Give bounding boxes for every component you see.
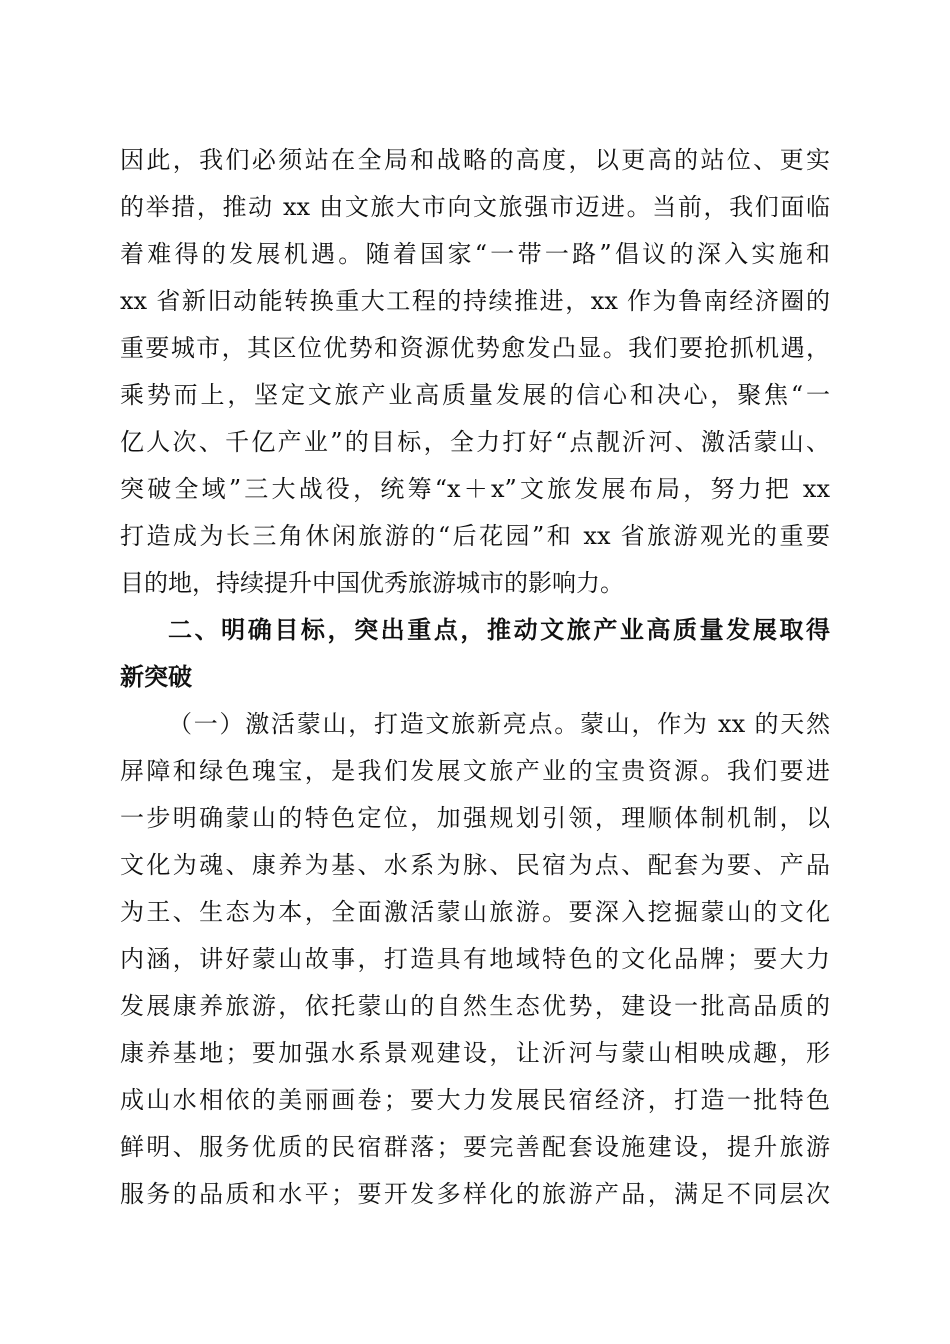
- paragraph-line: 打造成为长三角休闲旅游的“后花园”和 xx 省旅游观光的重要: [120, 522, 830, 550]
- paragraph-line: 突破全域”三大战役，统筹“x＋x”文旅发展布局，努力把 xx: [120, 475, 830, 503]
- paragraph-line: 服务的品质和水平；要开发多样化的旅游产品，满足不同层次: [120, 1180, 830, 1208]
- paragraph-line: 发展康养旅游，依托蒙山的自然生态优势，建设一批高品质的: [120, 992, 830, 1020]
- paragraph-line: 因此，我们必须站在全局和战略的高度，以更高的站位、更实: [120, 146, 830, 174]
- paragraph-line: 成山水相依的美丽画卷；要大力发展民宿经济，打造一批特色: [120, 1086, 830, 1114]
- paragraph-line: 内涵，讲好蒙山故事，打造具有地域特色的文化品牌；要大力: [120, 945, 830, 973]
- paragraph-line: 文化为魂、康养为基、水系为脉、民宿为点、配套为要、产品: [120, 851, 830, 879]
- section-heading: 新突破: [120, 663, 192, 691]
- paragraph-line: 康养基地；要加强水系景观建设，让沂河与蒙山相映成趣，形: [120, 1039, 830, 1067]
- paragraph-line: 一步明确蒙山的特色定位，加强规划引领，理顺体制机制，以: [120, 804, 830, 832]
- paragraph-line: （一）激活蒙山，打造文旅新亮点。蒙山，作为 xx 的天然: [168, 710, 830, 738]
- paragraph-line: 屏障和绿色瑰宝，是我们发展文旅产业的宝贵资源。我们要进: [120, 757, 830, 785]
- section-heading: 二、明确目标，突出重点，推动文旅产业高质量发展取得: [168, 616, 830, 644]
- paragraph-line: 着难得的发展机遇。随着国家“一带一路”倡议的深入实施和: [120, 240, 830, 268]
- paragraph-line: 目的地，持续提升中国优秀旅游城市的影响力。: [120, 569, 624, 597]
- paragraph-line: 乘势而上，坚定文旅产业高质量发展的信心和决心，聚焦“一: [120, 381, 830, 409]
- paragraph-line: 重要城市，其区位优势和资源优势愈发凸显。我们要抢抓机遇，: [120, 334, 830, 362]
- paragraph-line: 为王、生态为本，全面激活蒙山旅游。要深入挖掘蒙山的文化: [120, 898, 830, 926]
- paragraph-line: 鲜明、服务优质的民宿群落；要完善配套设施建设，提升旅游: [120, 1133, 830, 1161]
- paragraph-line: 的举措，推动 xx 由文旅大市向文旅强市迈进。当前，我们面临: [120, 193, 830, 221]
- paragraph-line: 亿人次、千亿产业”的目标，全力打好“点靓沂河、激活蒙山、: [120, 428, 830, 456]
- paragraph-line: xx 省新旧动能转换重大工程的持续推进，xx 作为鲁南经济圈的: [120, 287, 830, 315]
